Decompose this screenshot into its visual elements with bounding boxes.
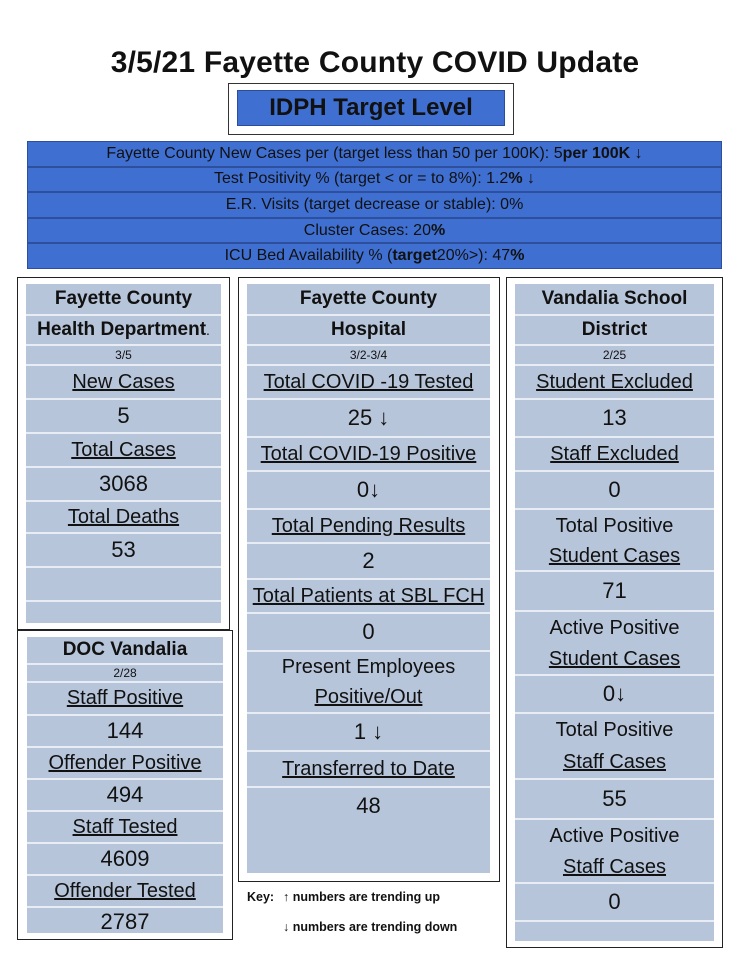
school-date: 2/25 — [515, 346, 714, 366]
metric-test-positivity: Test Positivity % (target < or = to 8%): 1.2 % ↓ — [27, 167, 722, 193]
total-positive-staff-value: 55 — [515, 780, 714, 820]
school-name-line1: Vandalia School — [515, 284, 714, 316]
school-name-line2: District — [515, 316, 714, 346]
active-positive-staff-label-2: Staff Cases — [515, 852, 714, 884]
staff-excluded-label: Staff Excluded — [515, 438, 714, 472]
active-positive-student-value: 0↓ — [515, 676, 714, 714]
positive-value: 0↓ — [247, 472, 490, 510]
student-excluded-value: 13 — [515, 400, 714, 438]
active-positive-staff-label-1: Active Positive — [549, 824, 680, 847]
transferred-label: Transferred to Date — [247, 752, 490, 788]
target-level-label: IDPH Target Level — [237, 90, 505, 126]
pending-label: Total Pending Results — [247, 510, 490, 544]
school-district-panel — [506, 277, 723, 948]
active-positive-student-label-1: Active Positive — [549, 616, 680, 639]
patients-label: Total Patients at SBL FCH — [247, 580, 490, 614]
metric-cluster-cases: Cluster Cases: 20 % — [27, 218, 722, 244]
total-positive-staff-label-1: Total Positive — [555, 718, 674, 741]
health-dept-name-line1: Fayette County — [26, 284, 221, 316]
total-positive-student-label-2: Student Cases — [515, 542, 714, 572]
active-positive-staff-value: 0 — [515, 884, 714, 922]
doc-vandalia-panel — [17, 630, 233, 940]
staff-excluded-value: 0 — [515, 472, 714, 510]
total-positive-staff-label-2: Staff Cases — [515, 746, 714, 780]
health-dept-date: 3/5 — [26, 346, 221, 366]
employees-label-line2: Positive/Out — [247, 682, 490, 714]
key-trending-down: ↓ numbers are trending down — [283, 920, 458, 934]
new-cases-label: New Cases — [26, 366, 221, 400]
positive-label: Total COVID-19 Positive — [247, 438, 490, 472]
new-cases-value: 5 — [26, 400, 221, 434]
student-excluded-label: Student Excluded — [515, 366, 714, 400]
page-title: 3/5/21 Fayette County COVID Update — [110, 46, 640, 79]
staff-tested-label: Staff Tested — [27, 812, 223, 844]
total-deaths-value: 53 — [26, 534, 221, 568]
hospital-panel — [238, 277, 500, 882]
staff-tested-value: 4609 — [27, 844, 223, 876]
staff-positive-value: 144 — [27, 716, 223, 748]
employees-label-line1: Present Employees — [281, 655, 456, 678]
tested-label: Total COVID -19 Tested — [247, 366, 490, 400]
offender-tested-value: 2787 — [100, 908, 150, 934]
key-label: Key: — [247, 890, 275, 904]
total-deaths-label: Total Deaths — [26, 502, 221, 534]
hospital-name-line1: Fayette County — [247, 284, 490, 316]
health-dept-name-line2: Health Department . — [26, 316, 221, 346]
offender-tested-label: Offender Tested — [27, 876, 223, 908]
hospital-name-line2: Hospital — [247, 316, 490, 346]
doc-name: DOC Vandalia — [27, 637, 223, 665]
hospital-date: 3/2-3/4 — [247, 346, 490, 366]
metric-icu-beds: ICU Bed Availability % ( target 20%>): 47 % — [27, 243, 722, 269]
tested-value: 25 ↓ — [247, 400, 490, 438]
active-positive-student-label-2: Student Cases — [515, 644, 714, 676]
total-cases-label: Total Cases — [26, 434, 221, 468]
metrics-list — [27, 141, 722, 269]
offender-positive-value: 494 — [27, 780, 223, 812]
metric-er-visits: E.R. Visits (target decrease or stable): 0% — [27, 192, 722, 218]
total-positive-student-label-1: Total Positive — [555, 514, 674, 537]
total-positive-student-value: 71 — [515, 572, 714, 612]
total-cases-value: 3068 — [26, 468, 221, 502]
pending-value: 2 — [247, 544, 490, 580]
staff-positive-label: Staff Positive — [27, 683, 223, 716]
offender-positive-label: Offender Positive — [27, 748, 223, 780]
doc-date: 2/28 — [27, 665, 223, 683]
metric-new-cases: Fayette County New Cases per (target less than 50 per 100K): 5 per 100K ↓ — [27, 141, 722, 167]
target-level-box — [228, 83, 514, 135]
transferred-value: 48 — [356, 793, 381, 818]
health-department-panel — [17, 277, 230, 630]
patients-value: 0 — [247, 614, 490, 652]
key-trending-up: ↑ numbers are trending up — [283, 890, 440, 904]
empty-row — [26, 568, 221, 602]
employees-value: 1 ↓ — [247, 714, 490, 752]
